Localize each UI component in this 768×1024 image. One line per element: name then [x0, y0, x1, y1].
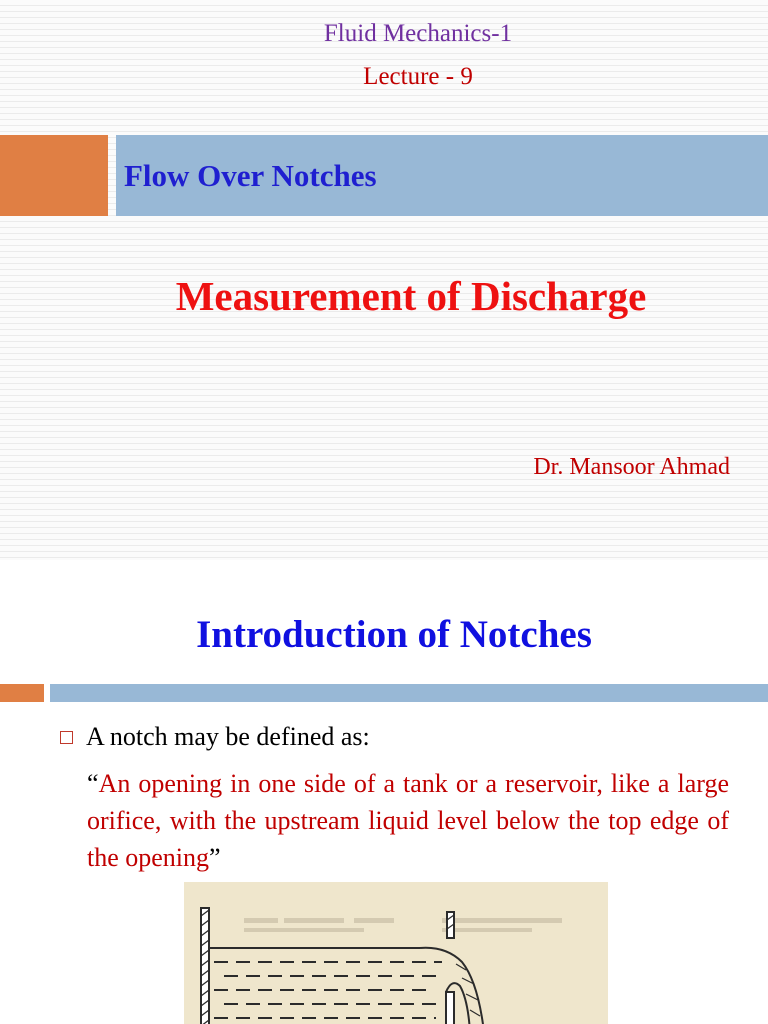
accent-bar-orange-small	[0, 684, 44, 702]
definition-text: An opening in one side of a tank or a reservoir, like a large orifice, with the upstream liquid level below the top edge of the opening	[87, 769, 729, 872]
bullet-text: A notch may be defined as:	[86, 722, 370, 751]
section-title: Flow Over Notches	[124, 158, 377, 193]
definition-quote	[87, 765, 729, 876]
open-quote-mark: “	[87, 769, 99, 798]
content-slide	[0, 576, 768, 1024]
accent-bar-blue-thin	[50, 684, 768, 702]
main-title: Measurement of Discharge	[175, 273, 647, 319]
accent-bar-orange	[0, 135, 108, 216]
slide-divider	[0, 560, 768, 576]
slide-title: Introduction of Notches	[196, 613, 592, 656]
square-bullet-icon	[60, 731, 73, 744]
author-name: Dr. Mansoor Ahmad	[533, 454, 730, 480]
close-quote-mark: ”	[209, 843, 221, 872]
notch-diagram-drawing	[184, 882, 608, 1024]
lecture-number: Lecture - 9	[363, 63, 473, 90]
course-name: Fluid Mechanics-1	[323, 20, 513, 47]
bullet-item	[60, 722, 370, 752]
notch-diagram-icon	[184, 882, 608, 1024]
